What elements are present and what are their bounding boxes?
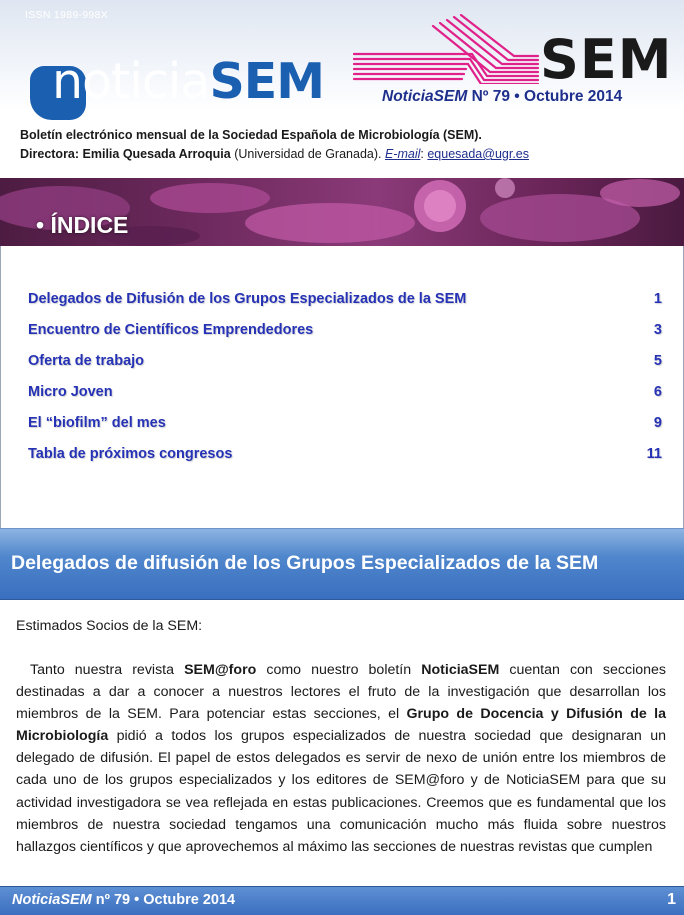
footer-page-number: 1 [667,891,676,908]
director-affiliation: (Universidad de Granada). [230,147,385,161]
toc-item-title[interactable]: El “biofilm” del mes [28,415,166,431]
toc-item[interactable] [28,351,662,382]
email-label: E-mail [384,147,421,161]
toc-item-page: 6 [653,384,662,400]
noticiasem-logo [52,52,324,112]
toc-item-title[interactable]: Encuentro de Científicos Emprendedores [28,322,314,338]
left-border [0,246,1,528]
text-run: Tanto nuestra revista [30,662,185,678]
text-run: cuentan con secciones destinadas a dar a conocer a nuestros lectores el fruto de la investigación que desarrollan los miembros de la SEM. Para potenciar estas secciones, el [16,662,666,723]
table-of-contents [28,289,662,475]
description-line: Boletín electrónico mensual de la Sociedad Española de Microbiología (SEM). [20,128,482,142]
index-heading: • ÍNDICE [36,212,129,238]
text-run: como nuestro boletín [256,662,422,678]
toc-item[interactable] [28,320,662,351]
issue-name: NoticiaSEM [382,88,468,105]
toc-item[interactable] [28,382,662,413]
director-label: Directora: Emilia Quesada Arroquia [20,147,231,161]
toc-item-page: 11 [646,446,662,462]
sem-wordmark: SEM [540,28,673,91]
logo-part-noticia: noticia [52,53,210,110]
bold-term: NoticiaSEM [421,662,500,678]
footer-issue-rest: nº 79 • Octubre 2014 [91,892,236,908]
issue-line [382,88,622,106]
toc-item-page: 9 [653,415,662,431]
toc-item-title[interactable]: Delegados de Difusión de los Grupos Especializados de la SEM [28,291,467,307]
sem-stripes-icon [352,14,542,84]
email-link[interactable]: equesada@ugr.es [427,147,529,161]
issn-label: ISSN 1989-998X [25,9,109,21]
toc-item-title[interactable]: Oferta de trabajo [28,353,145,369]
body-paragraph [16,659,666,858]
footer-issue-name: NoticiaSEM [12,892,92,908]
bold-term: SEM@foro [184,662,257,678]
toc-item[interactable] [28,289,662,320]
toc-item-page: 5 [653,353,662,369]
bold-term: Grupo de Docencia y Difusión de la Microbiología [16,706,666,745]
toc-item-title[interactable]: Tabla de próximos congresos [28,446,233,462]
email-separator: : [420,147,428,161]
issue-number: Nº 79 [471,88,510,105]
logo-part-sem: SEM [209,53,324,110]
section-title: Delegados de difusión de los Grupos Especializados de la SEM [11,552,599,574]
bullet-icon: • [514,88,520,105]
greeting: Estimados Socios de la SEM: [16,618,203,634]
footer-issue [12,892,235,908]
toc-item[interactable] [28,444,662,475]
masthead-description [20,126,529,164]
text-run: pidió a todos los grupos especializados de nuestra sociedad que designaran un delegado de difusión. El papel de estos delegados es servir de nexo de unión entre los miembros de cada uno de los grupos especializados y los editores de SEM@foro y de NoticiaSEM para que su actividad investigadora se vea reflejada en estas publicaciones. Creemos que es fundamental que los miembros de nuestra sociedad tengamos una comunicación mucho más fluida sobre nuestros hallazgos científicos y que aprovechemos al máximo las secciones de nuestras revistas que cumplen [16,728,666,855]
toc-item[interactable] [28,413,662,444]
toc-item-page: 3 [653,322,662,338]
issue-date: Octubre 2014 [524,88,623,105]
toc-item-title[interactable]: Micro Joven [28,384,113,400]
toc-item-page: 1 [653,291,662,307]
